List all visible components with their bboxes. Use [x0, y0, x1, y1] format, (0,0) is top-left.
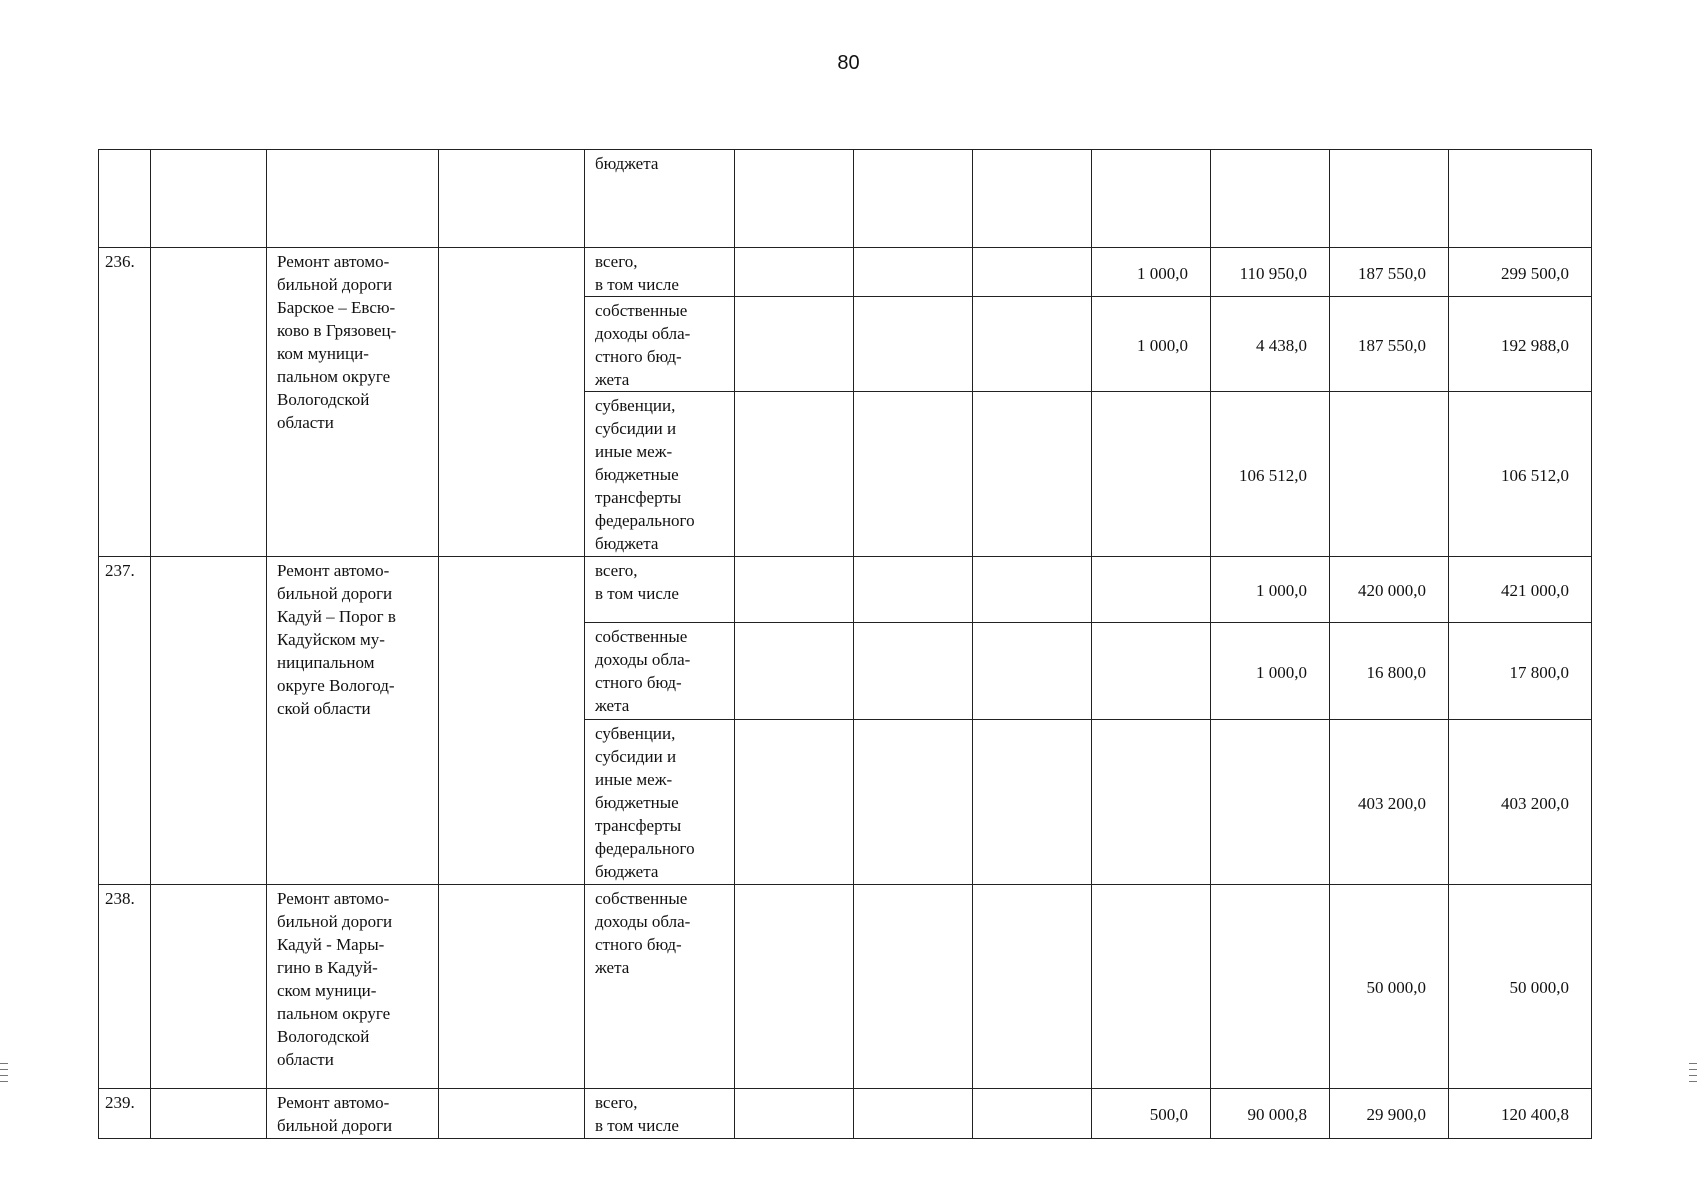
source-cell: собственные доходы обла- стного бюд- жета [585, 623, 735, 720]
empty-cell [1211, 150, 1330, 248]
value-cell [973, 623, 1092, 720]
source-cell: собственные доходы обла- стного бюд- жета [585, 297, 735, 392]
value-cell [973, 885, 1092, 1089]
empty-cell [439, 557, 585, 885]
table-row [99, 248, 1592, 297]
empty-cell [854, 150, 973, 248]
value-cell [1092, 623, 1211, 720]
empty-cell [99, 150, 151, 248]
source-cell: собственные доходы обла- стного бюд- жета [585, 885, 735, 1089]
total-cell: 106 512,0 [1449, 392, 1592, 557]
empty-cell [735, 623, 854, 720]
value-cell [1330, 392, 1449, 557]
source-cell: всего, в том числе [585, 1089, 735, 1139]
object-name: Ремонт автомо- бильной дороги Кадуй – Порог в Кадуйском му- ниципальном округе Вологод- ской области [267, 557, 439, 885]
value-cell [973, 392, 1092, 557]
total-cell: 299 500,0 [1449, 248, 1592, 297]
row-number: 236. [99, 248, 151, 557]
value-cell: 403 200,0 [1330, 720, 1449, 885]
value-cell: 187 550,0 [1330, 248, 1449, 297]
value-cell: 420 000,0 [1330, 557, 1449, 623]
empty-cell [1449, 150, 1592, 248]
empty-cell [1330, 150, 1449, 248]
value-cell [1211, 885, 1330, 1089]
empty-cell [267, 150, 439, 248]
table-row [99, 557, 1592, 623]
empty-cell [151, 557, 267, 885]
empty-cell [735, 248, 854, 297]
row-number: 237. [99, 557, 151, 885]
total-cell: 120 400,8 [1449, 1089, 1592, 1139]
value-cell: 4 438,0 [1211, 297, 1330, 392]
empty-cell [439, 150, 585, 248]
empty-cell [1092, 150, 1211, 248]
empty-cell [151, 150, 267, 248]
source-cell: всего, в том числе [585, 248, 735, 297]
value-cell [973, 557, 1092, 623]
value-cell [1092, 557, 1211, 623]
value-cell [1211, 720, 1330, 885]
value-cell [1092, 392, 1211, 557]
empty-cell [735, 557, 854, 623]
right-edge-marks [1689, 1063, 1697, 1087]
value-cell: 16 800,0 [1330, 623, 1449, 720]
row-number: 239. [99, 1089, 151, 1139]
table-body [99, 150, 1592, 1139]
continuation-row [99, 150, 1592, 248]
value-cell: 50 000,0 [1330, 885, 1449, 1089]
value-cell [973, 248, 1092, 297]
object-name: Ремонт автомо- бильной дороги Кадуй - Мары- гино в Кадуй- ском муници- пальном округе Вологодской области [267, 885, 439, 1089]
empty-cell [735, 392, 854, 557]
object-name: Ремонт автомо- бильной дороги [267, 1089, 439, 1139]
total-cell: 17 800,0 [1449, 623, 1592, 720]
empty-cell [735, 150, 854, 248]
value-cell: 110 950,0 [1211, 248, 1330, 297]
value-cell [973, 720, 1092, 885]
value-cell: 500,0 [1092, 1089, 1211, 1139]
page-number: 80 [837, 52, 860, 74]
empty-cell [151, 885, 267, 1089]
source-cell: субвенции, субсидии и иные меж- бюджетные трансферты федерального бюджета [585, 720, 735, 885]
value-cell: 1 000,0 [1092, 248, 1211, 297]
source-cell: бюджета [585, 150, 735, 248]
empty-cell [151, 1089, 267, 1139]
empty-cell [854, 557, 973, 623]
table-row [99, 885, 1592, 1089]
empty-cell [735, 720, 854, 885]
value-cell: 1 000,0 [1211, 623, 1330, 720]
empty-cell [973, 150, 1092, 248]
value-cell: 106 512,0 [1211, 392, 1330, 557]
empty-cell [439, 1089, 585, 1139]
value-cell: 187 550,0 [1330, 297, 1449, 392]
total-cell: 403 200,0 [1449, 720, 1592, 885]
empty-cell [854, 297, 973, 392]
empty-cell [735, 885, 854, 1089]
value-cell: 90 000,8 [1211, 1089, 1330, 1139]
empty-cell [735, 1089, 854, 1139]
left-edge-marks [0, 1063, 8, 1087]
empty-cell [854, 623, 973, 720]
empty-cell [854, 1089, 973, 1139]
value-cell [973, 297, 1092, 392]
budget-table [98, 149, 1592, 1139]
table-row [99, 1089, 1592, 1139]
total-cell: 421 000,0 [1449, 557, 1592, 623]
value-cell [1092, 720, 1211, 885]
row-number: 238. [99, 885, 151, 1089]
empty-cell [854, 720, 973, 885]
value-cell: 29 900,0 [1330, 1089, 1449, 1139]
value-cell [973, 1089, 1092, 1139]
value-cell: 1 000,0 [1092, 297, 1211, 392]
total-cell: 50 000,0 [1449, 885, 1592, 1089]
empty-cell [854, 885, 973, 1089]
empty-cell [439, 885, 585, 1089]
source-cell: всего, в том числе [585, 557, 735, 623]
value-cell [1092, 885, 1211, 1089]
empty-cell [439, 248, 585, 557]
total-cell: 192 988,0 [1449, 297, 1592, 392]
value-cell: 1 000,0 [1211, 557, 1330, 623]
object-name: Ремонт автомо- бильной дороги Барское – Евсю- ково в Грязовец- ком муници- пальном округе Вологодской области [267, 248, 439, 557]
empty-cell [854, 392, 973, 557]
empty-cell [854, 248, 973, 297]
source-cell: субвенции, субсидии и иные меж- бюджетные трансферты федерального бюджета [585, 392, 735, 557]
empty-cell [151, 248, 267, 557]
empty-cell [735, 297, 854, 392]
